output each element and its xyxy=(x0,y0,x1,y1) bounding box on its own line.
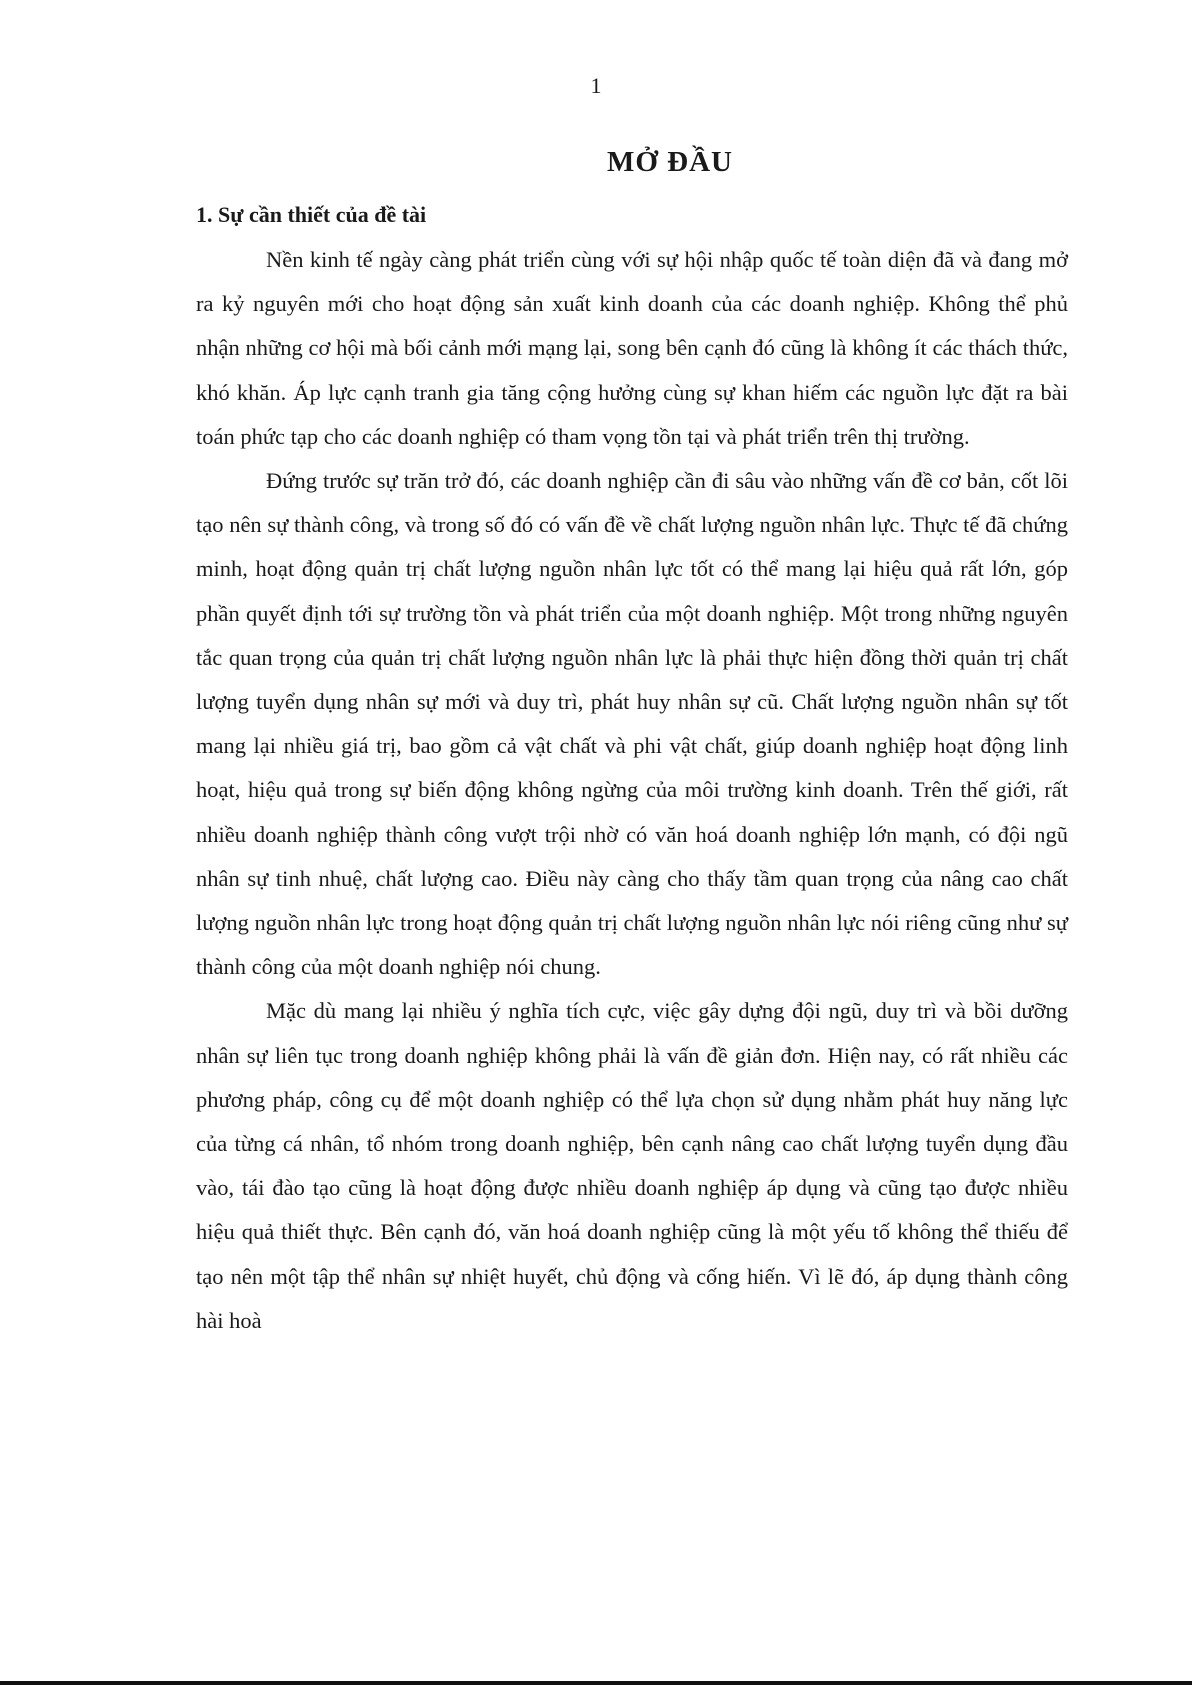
body-text xyxy=(196,238,1068,1343)
paragraph-2: Đứng trước sự trăn trở đó, các doanh nghiệp cần đi sâu vào những vấn đề cơ bản, cốt lõi tạo nên sự thành công, và trong số đó có vấn đề về chất lượng nguồn nhân lực. Thực tế đã chứng minh, hoạt động quản trị chất lượng nguồn nhân lực tốt có thể mang lại hiệu quả rất lớn, góp phần quyết định tới sự trường tồn và phát triển của một doanh nghiệp. Một trong những nguyên tắc quan trọng của quản trị chất lượng nguồn nhân lực là phải thực hiện đồng thời quản trị chất lượng tuyển dụng nhân sự mới và duy trì, phát huy nhân sự cũ. Chất lượng nguồn nhân sự tốt mang lại nhiều giá trị, bao gồm cả vật chất và phi vật chất, giúp doanh nghiệp hoạt động linh hoạt, hiệu quả trong sự biến động không ngừng của môi trường kinh doanh. Trên thế giới, rất nhiều doanh nghiệp thành công vượt trội nhờ có văn hoá doanh nghiệp lớn mạnh, có đội ngũ nhân sự tinh nhuệ, chất lượng cao. Điều này càng cho thấy tầm quan trọng của nâng cao chất lượng nguồn nhân lực trong hoạt động quản trị chất lượng nguồn nhân lực nói riêng cũng như sự thành công của một doanh nghiệp nói chung. xyxy=(196,468,1068,980)
page-number: 1 xyxy=(590,73,602,98)
paragraph-1: Nền kinh tế ngày càng phát triển cùng với sự hội nhập quốc tế toàn diện đã và đang mở ra kỷ nguyên mới cho hoạt động sản xuất kinh doanh của các doanh nghiệp. Không thể phủ nhận những cơ hội mà bối cảnh mới mạng lại, song bên cạnh đó cũng là không ít các thách thức, khó khăn. Áp lực cạnh tranh gia tăng cộng hưởng cùng sự khan hiếm các nguồn lực đặt ra bài toán phức tạp cho các doanh nghiệp có tham vọng tồn tại và phát triển trên thị trường. xyxy=(196,247,1068,449)
chapter-title: MỞ ĐẦU xyxy=(606,146,733,178)
paragraph-3: Mặc dù mang lại nhiều ý nghĩa tích cực, việc gây dựng đội ngũ, duy trì và bồi dưỡng nhân sự liên tục trong doanh nghiệp không phải là vấn đề giản đơn. Hiện nay, có rất nhiều các phương pháp, công cụ để một doanh nghiệp có thể lựa chọn sử dụng nhằm phát huy năng lực của từng cá nhân, tổ nhóm trong doanh nghiệp, bên cạnh nâng cao chất lượng tuyển dụng đầu vào, tái đào tạo cũng là hoạt động được nhiều doanh nghiệp áp dụng và cũng tạo được nhiều hiệu quả thiết thực. Bên cạnh đó, văn hoá doanh nghiệp cũng là một yếu tố không thể thiếu để tạo nên một tập thể nhân sự nhiệt huyết, chủ động và cống hiến. Vì lẽ đó, áp dụng thành công hài hoà xyxy=(196,998,1068,1333)
section-heading: 1. Sự cần thiết của đề tài xyxy=(196,202,427,227)
bottom-edge-rule xyxy=(0,1681,1192,1685)
